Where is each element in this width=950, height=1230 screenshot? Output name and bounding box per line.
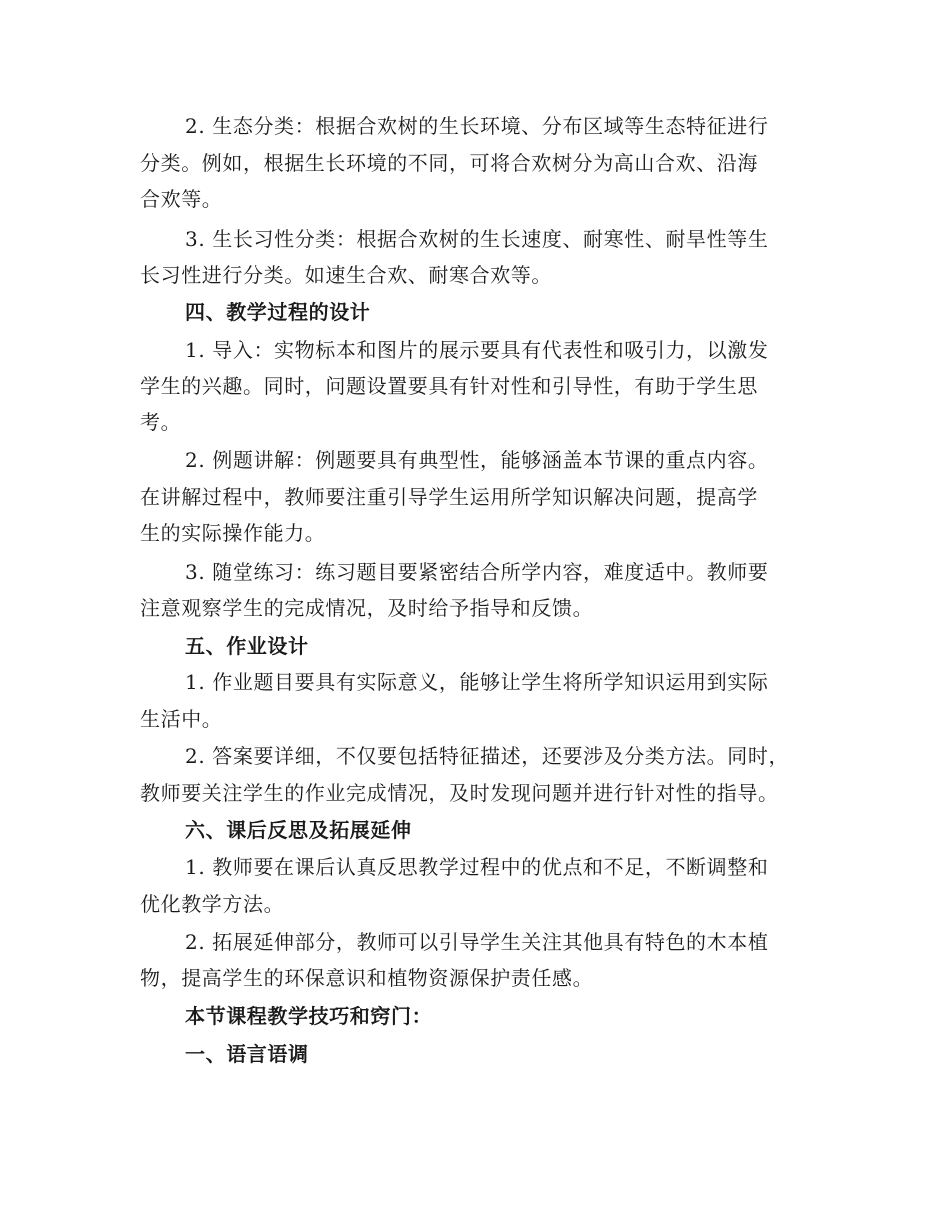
paragraph-line: 考。 [140, 410, 182, 434]
paragraph-line: 1. 教师要在课后认真反思教学过程中的优点和不足，不断调整和 [185, 855, 769, 879]
section-heading: 五、作业设计 [185, 634, 309, 658]
paragraph-line: 分类。例如，根据生长环境的不同，可将合欢树分为高山合欢、沿海 [140, 151, 758, 175]
section-heading: 本节课程教学技巧和窍门： [185, 1004, 433, 1028]
paragraph-line: 长习性进行分类。如速生合欢、耐寒合欢等。 [140, 263, 552, 287]
paragraph-line: 2. 生态分类：根据合欢树的生长环境、分布区域等生态特征进行 [185, 114, 769, 138]
paragraph-line: 3. 随堂练习：练习题目要紧密结合所学内容，难度适中。教师要 [185, 560, 769, 584]
section-heading: 六、课后反思及拓展延伸 [185, 818, 412, 842]
section-heading: 四、教学过程的设计 [185, 300, 371, 324]
paragraph-line: 物，提高学生的环保意识和植物资源保护责任感。 [140, 966, 594, 990]
paragraph-line: 学生的兴趣。同时，问题设置要具有针对性和引导性，有助于学生思 [140, 374, 758, 398]
paragraph-line: 2. 例题讲解：例题要具有典型性，能够涵盖本节课的重点内容。 [185, 448, 769, 472]
paragraph-line: 合欢等。 [140, 187, 223, 211]
paragraph-line: 教师要关注学生的作业完成情况，及时发现问题并进行针对性的指导。 [140, 781, 779, 805]
section-heading: 一、语言语调 [185, 1042, 309, 1066]
paragraph-line: 3. 生长习性分类：根据合欢树的生长速度、耐寒性、耐旱性等生 [185, 227, 769, 251]
paragraph-line: 优化教学方法。 [140, 892, 285, 916]
paragraph-line: 生活中。 [140, 707, 223, 731]
paragraph-line: 1. 作业题目要具有实际意义，能够让学生将所学知识运用到实际 [185, 670, 769, 694]
paragraph-line: 2. 拓展延伸部分，教师可以引导学生关注其他具有特色的木本植 [185, 930, 769, 954]
paragraph-line: 生的实际操作能力。 [140, 521, 326, 545]
paragraph-line: 1. 导入：实物标本和图片的展示要具有代表性和吸引力，以激发 [185, 338, 769, 362]
paragraph-line: 在讲解过程中，教师要注重引导学生运用所学知识解决问题，提高学 [140, 485, 758, 509]
paragraph-line: 2. 答案要详细，不仅要包括特征描述，还要涉及分类方法。同时， [185, 744, 790, 768]
paragraph-line: 注意观察学生的完成情况，及时给予指导和反馈。 [140, 596, 594, 620]
